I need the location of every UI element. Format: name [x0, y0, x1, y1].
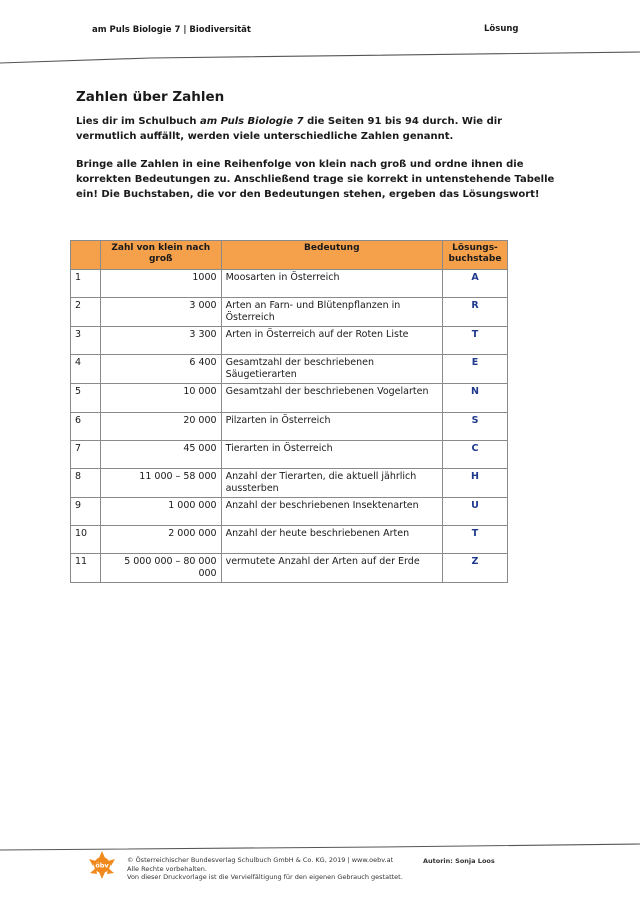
- solution-letter-cell: U: [442, 497, 507, 525]
- logo-text: öbv: [95, 861, 109, 870]
- row-number-cell: 11: [71, 554, 101, 583]
- footer-line-3: Von dieser Druckvorlage ist die Vervielfältigung für den eigenen Gebrauch gestattet.: [127, 873, 403, 881]
- row-number-cell: 8: [71, 468, 101, 497]
- intro-part1: Lies dir im Schulbuch: [76, 116, 200, 127]
- row-number-cell: 10: [71, 526, 101, 554]
- meaning-cell: Pilzarten in Österreich: [221, 412, 442, 440]
- number-cell: 3 300: [100, 327, 221, 355]
- oebv-logo-icon: [88, 850, 116, 880]
- table-row: [71, 440, 508, 468]
- table-row: [71, 526, 508, 554]
- number-cell: 3 000: [100, 298, 221, 327]
- table-row: [71, 554, 508, 583]
- intro-book-title: am Puls Biologie 7: [199, 116, 304, 127]
- number-cell: 10 000: [100, 384, 221, 412]
- table-row: [71, 327, 508, 355]
- meaning-cell: Anzahl der Tierarten, die aktuell jährlich aussterben: [221, 468, 442, 497]
- number-cell: 6 400: [100, 355, 221, 384]
- table-row: [71, 497, 508, 525]
- number-cell: 45 000: [100, 440, 221, 468]
- row-number-cell: 6: [71, 412, 101, 440]
- table-row: [71, 384, 508, 412]
- solution-letter-cell: R: [442, 298, 507, 327]
- solution-letter-cell: A: [442, 270, 507, 298]
- meaning-cell: Arten in Österreich auf der Roten Liste: [221, 327, 442, 355]
- solution-letter-cell: S: [442, 412, 507, 440]
- worksheet-title: Zahlen über Zahlen: [76, 89, 225, 105]
- solution-letter-cell: C: [442, 440, 507, 468]
- row-number-cell: 4: [71, 355, 101, 384]
- column-header-bedeutung: Bedeutung: [221, 241, 442, 270]
- meaning-cell: Arten an Farn- und Blütenpflanzen in Österreich: [221, 298, 442, 327]
- meaning-cell: Anzahl der heute beschriebenen Arten: [221, 526, 442, 554]
- header-solution-label: Lösung: [484, 24, 519, 34]
- number-cell: 2 000 000: [100, 526, 221, 554]
- footer-author: Autorin: Sonja Loos: [423, 857, 495, 865]
- solution-letter-cell: Z: [442, 554, 507, 583]
- number-cell: 20 000: [100, 412, 221, 440]
- row-number-cell: 1: [71, 270, 101, 298]
- table-row: [71, 468, 508, 497]
- footer-line-2: Alle Rechte vorbehalten.: [127, 864, 207, 873]
- table-header-row: [71, 241, 508, 270]
- table-row: [71, 270, 508, 298]
- header-book-title: am Puls Biologie 7 | Biodiversität: [92, 25, 251, 35]
- footer-copyright: [127, 856, 403, 882]
- task-paragraph: Bringe alle Zahlen in eine Reihenfolge von klein nach groß und ordne ihnen die korrekten Bedeutungen zu. Anschließend trage sie korrekt in untenstehende Tabelle ein! Die Buchstaben, die vor den Bedeutungen stehen, ergeben das Lösungswort!: [76, 159, 555, 200]
- table-row: [71, 355, 508, 384]
- footer-line-1: © Österreichischer Bundesverlag Schulbuch GmbH & Co. KG, 2019 | www.oebv.at: [127, 856, 394, 864]
- header-divider: [0, 0, 640, 70]
- meaning-cell: Gesamtzahl der beschriebenen Säugetierarten: [221, 355, 442, 384]
- column-header-zahl: Zahl von klein nach groß: [100, 241, 221, 270]
- intro-paragraph: [76, 114, 556, 144]
- meaning-cell: Moosarten in Österreich: [221, 270, 442, 298]
- solution-letter-cell: E: [442, 355, 507, 384]
- meaning-cell: Tierarten in Österreich: [221, 440, 442, 468]
- solution-table: [70, 240, 508, 583]
- number-cell: 1 000 000: [100, 497, 221, 525]
- meaning-cell: Anzahl der beschriebenen Insektenarten: [221, 497, 442, 525]
- column-header-buchstabe: Lösungs-buchstabe: [442, 241, 507, 270]
- solution-letter-cell: T: [442, 327, 507, 355]
- row-number-cell: 3: [71, 327, 101, 355]
- intro-part2: die Seiten 91 bis 94 durch. Wie dir vermutlich auffällt, werden viele unterschiedliche Zahlen genannt.: [76, 116, 503, 142]
- column-header-nr: [71, 241, 101, 270]
- row-number-cell: 5: [71, 384, 101, 412]
- solution-letter-cell: T: [442, 526, 507, 554]
- number-cell: 11 000 – 58 000: [100, 468, 221, 497]
- number-cell: 1000: [100, 270, 221, 298]
- table-body: [71, 270, 508, 583]
- table-row: [71, 412, 508, 440]
- row-number-cell: 9: [71, 497, 101, 525]
- row-number-cell: 2: [71, 298, 101, 327]
- meaning-cell: Gesamtzahl der beschriebenen Vogelarten: [221, 384, 442, 412]
- solution-letter-cell: H: [442, 468, 507, 497]
- row-number-cell: 7: [71, 440, 101, 468]
- table-row: [71, 298, 508, 327]
- solution-letter-cell: N: [442, 384, 507, 412]
- meaning-cell: vermutete Anzahl der Arten auf der Erde: [221, 554, 442, 583]
- number-cell: 5 000 000 – 80 000 000: [100, 554, 221, 583]
